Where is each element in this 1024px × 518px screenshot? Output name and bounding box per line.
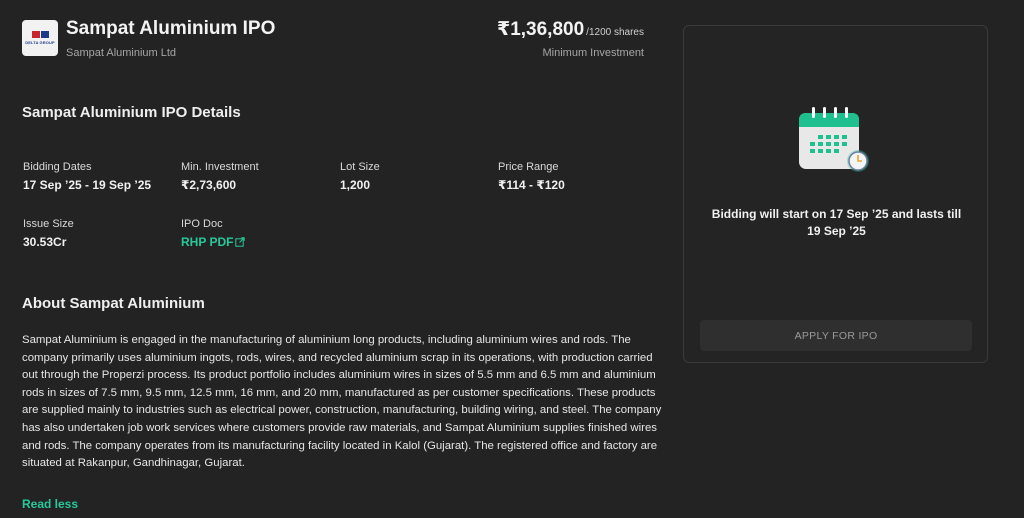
min-investment-header (497, 18, 644, 41)
apply-for-ipo-button[interactable]: APPLY FOR IPO (700, 320, 972, 351)
detail-label: Lot Size (340, 161, 380, 173)
about-heading: About Sampat Aluminium (22, 295, 205, 312)
logo-text: DELTA GROUP (25, 40, 55, 45)
detail-value: 1,200 (340, 178, 371, 192)
detail-bidding-dates (23, 161, 151, 192)
min-investment-price: ₹1,36,800 (496, 19, 585, 40)
min-investment-label: Minimum Investment (542, 47, 644, 59)
details-heading: Sampat Aluminium IPO Details (22, 104, 241, 121)
detail-value: ₹2,73,600 (181, 178, 237, 192)
external-link-icon[interactable] (235, 237, 245, 247)
detail-label: Bidding Dates (23, 161, 92, 173)
detail-value: 30.53Cr (23, 235, 67, 249)
detail-min-investment (181, 161, 259, 192)
logo-mark-icon (32, 31, 49, 38)
page-title: Sampat Aluminium IPO (66, 18, 276, 39)
min-investment-shares: /1200 shares (586, 27, 644, 38)
calendar-clock-icon (798, 107, 874, 175)
detail-label: Issue Size (23, 218, 74, 230)
bidding-message: Bidding will start on 17 Sep ’25 and lasts till 19 Sep ’25 (711, 207, 962, 238)
read-less-link[interactable]: Read less (22, 497, 79, 511)
bidding-card (683, 25, 988, 363)
rhp-pdf-link[interactable] (181, 235, 245, 249)
company-name: Sampat Aluminium Ltd (66, 47, 177, 59)
detail-value: 17 Sep ’25 - 19 Sep ’25 (23, 178, 152, 192)
detail-value: ₹114 - ₹120 (498, 178, 565, 192)
rhp-pdf-label[interactable]: RHP PDF (181, 235, 234, 249)
detail-lot-size (340, 161, 380, 192)
detail-label: Price Range (498, 161, 559, 173)
detail-label: Min. Investment (181, 161, 259, 173)
company-logo (22, 20, 58, 56)
about-description: Sampat Aluminium is engaged in the manufacturing of aluminium long products, including aluminium wires and rods. The company primarily uses aluminium ingots, rods, wires, and recycled aluminium scrap in its operations, with production carried out through the Properzi process. Its product portfolio includes aluminium wires in sizes of 5.5 mm and 6.5 mm and aluminium rods in sizes of 7.5 mm, 9.5 mm, 12.5 mm, 16 mm, and 20 mm, manufactured as per customer specifications. These products are supplied mainly to industries such as electrical power, construction, manufacturing, building wiring, and steel. The company has also undertaken job work services where customers provide raw materials, and Sampat Aluminium supplies finished wires and rods. The company operates from its manufacturing facility located in Kalol (Gujarat). The registered office and factory are situated at Rakanpur, Gandhinagar, Gujarat. (22, 334, 662, 470)
detail-ipo-doc (181, 218, 245, 249)
detail-label: IPO Doc (181, 218, 223, 230)
detail-price-range (498, 161, 565, 192)
detail-issue-size (23, 218, 74, 249)
